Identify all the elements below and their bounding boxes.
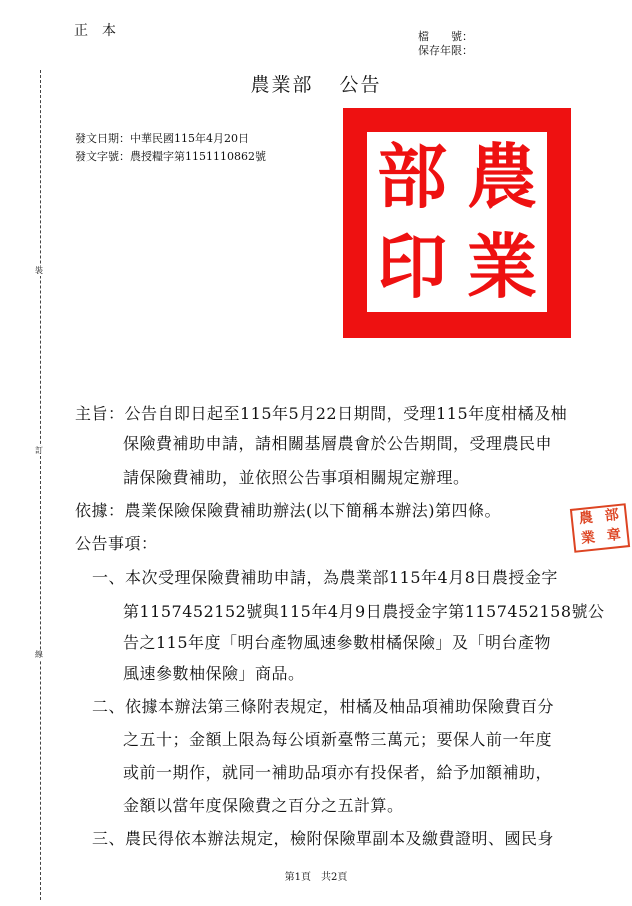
stamp-char: 部 bbox=[603, 507, 620, 525]
small-stamp bbox=[570, 503, 630, 553]
subject-line: 請保險費補助，並依照公告事項相關規定辦理。 bbox=[123, 468, 470, 487]
copy-label: 正本 bbox=[74, 23, 130, 39]
binding-line bbox=[40, 70, 41, 900]
notice-item-1-line: 第1157452152號與115年4月9日農授金字第1157452158號公 bbox=[123, 602, 605, 621]
stamp-char: 業 bbox=[580, 529, 596, 547]
page-number: 第1頁 bbox=[284, 872, 311, 883]
file-number-label: 檔 號： bbox=[418, 30, 473, 43]
notice-item-1-line: 一、本次受理保險費補助申請，為農業部115年4月8日農授金字 bbox=[92, 568, 558, 587]
stamp-char: 章 bbox=[606, 526, 622, 545]
agency-name: 農業部 bbox=[250, 74, 314, 96]
subject-line: 主旨：公告自即日起至115年5月22日期間，受理115年度柑橘及柚 bbox=[75, 404, 568, 423]
issue-date: 發文日期：中華民國115年4月20日 bbox=[75, 132, 249, 145]
doc-title bbox=[0, 70, 632, 97]
subject-line: 保險費補助申請，請相關基層農會於公告期間，受理農民申 bbox=[123, 434, 553, 453]
notice-item-2-line: 或前一期作，就同一補助品項亦有投保者，給予加額補助， bbox=[123, 763, 553, 782]
page-footer bbox=[0, 868, 632, 883]
seal-char: 業 bbox=[467, 225, 537, 308]
seal-char: 印 bbox=[377, 225, 447, 308]
notice-item-2-line: 二、依據本辦法第三條附表規定，柑橘及柚品項補助保險費百分 bbox=[92, 697, 555, 716]
notice-item-2-line: 之五十；金額上限為每公頃新臺幣三萬元；要保人前一年度 bbox=[123, 730, 553, 749]
notice-item-3-line: 三、農民得依本辦法規定，檢附保險單副本及繳費證明、國民身 bbox=[92, 829, 555, 848]
seal-char: 農 bbox=[467, 135, 537, 218]
retention-label: 保存年限： bbox=[418, 44, 473, 57]
page-total: 共2頁 bbox=[321, 872, 348, 883]
stamp-char: 農 bbox=[578, 509, 594, 528]
official-seal bbox=[343, 108, 571, 338]
notice-heading: 公告事項： bbox=[75, 534, 158, 553]
notice-item-1-line: 告之115年度「明台產物風速參數柑橘保險」及「明台產物 bbox=[123, 633, 552, 652]
basis-line: 依據：農業保險保險費補助辦法(以下簡稱本辦法)第四條。 bbox=[75, 501, 501, 520]
binding-mark: 裝 bbox=[35, 266, 43, 275]
issue-number: 發文字號：農授糧字第1151110862號 bbox=[75, 150, 266, 163]
notice-item-1-line: 風速參數柚保險」商品。 bbox=[123, 664, 305, 683]
seal-char: 部 bbox=[377, 135, 447, 218]
notice-item-2-line: 金額以當年度保險費之百分之五計算。 bbox=[123, 796, 404, 815]
binding-mark: 線 bbox=[35, 650, 43, 659]
binding-mark: 訂 bbox=[35, 446, 43, 455]
doc-type: 公告 bbox=[339, 74, 382, 96]
